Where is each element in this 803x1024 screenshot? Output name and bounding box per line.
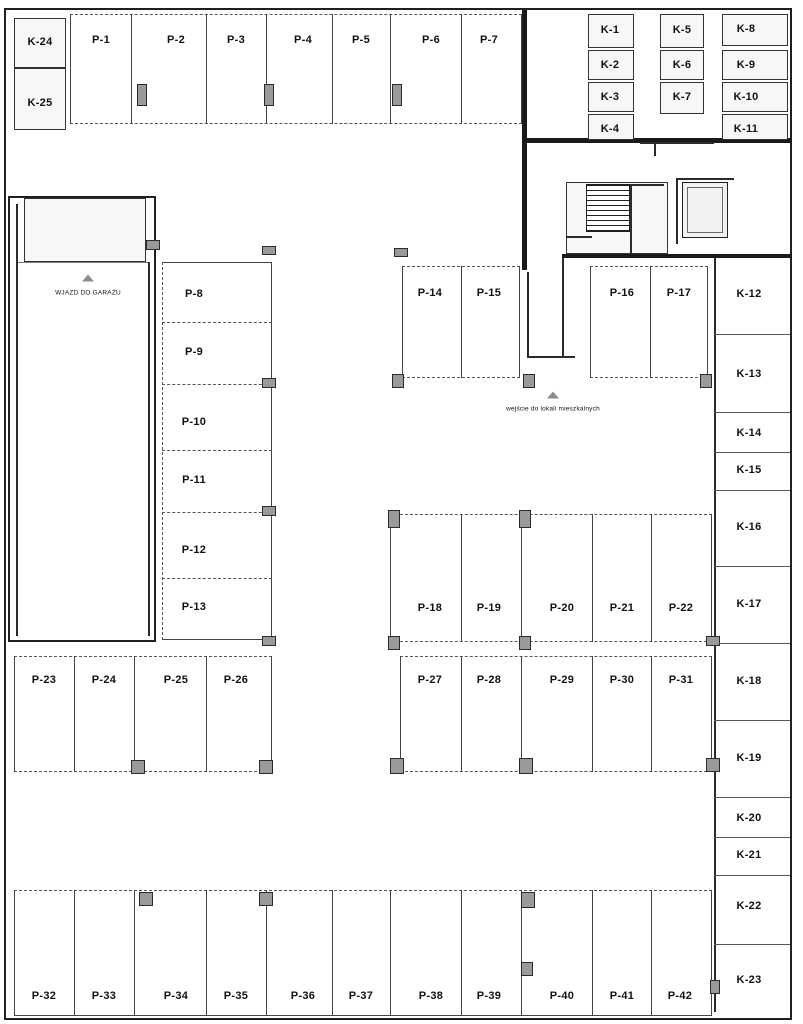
storage-divider [714, 412, 790, 413]
room-label-K-2: K-2 [600, 59, 620, 71]
storage-divider [714, 490, 790, 491]
storage-divider [714, 837, 790, 838]
entrance-label: wejście do lokali mieszkalnych [506, 405, 600, 413]
stall-divider [206, 656, 207, 772]
storage-divider [714, 566, 790, 567]
stall-label-P-39: P-39 [476, 990, 502, 1002]
pillar [392, 84, 402, 106]
corridor-line [529, 356, 575, 358]
stall-label-P-26: P-26 [223, 674, 249, 686]
pillar [394, 248, 408, 257]
stall-divider [266, 890, 267, 1016]
stall-divider [134, 656, 135, 772]
core-wall [630, 184, 632, 254]
room-label-K-21: K-21 [736, 849, 762, 861]
pillar [137, 84, 147, 106]
entrance-direction-arrow [547, 392, 559, 399]
stall-divider [650, 266, 651, 378]
stall-label-P-22: P-22 [668, 602, 694, 614]
stall-label-P-17: P-17 [666, 287, 692, 299]
stall-divider [162, 578, 272, 579]
stall-label-P-11: P-11 [182, 474, 206, 486]
storage-column-wall [714, 258, 716, 1012]
corridor-line [640, 142, 714, 144]
stall-label-P-32: P-32 [31, 990, 57, 1002]
stall-label-P-40: P-40 [549, 990, 575, 1002]
stall-label-P-15: P-15 [476, 287, 502, 299]
stall-label-P-5: P-5 [351, 34, 371, 46]
stall-divider [162, 322, 272, 323]
pillar [392, 374, 404, 388]
ramp-wall [16, 204, 18, 636]
stall-label-P-7: P-7 [479, 34, 499, 46]
room-label-K-12: K-12 [736, 288, 762, 300]
pillar [519, 636, 531, 650]
room-label-K-10: K-10 [733, 91, 759, 103]
room-label-K-13: K-13 [736, 368, 762, 380]
core-wall [676, 178, 678, 244]
stall-block-mid-lower [390, 514, 712, 642]
stall-block-P16-P17 [590, 266, 708, 378]
room-label-K-23: K-23 [736, 974, 762, 986]
pillar [521, 892, 535, 908]
room-label-K-1: K-1 [600, 24, 620, 36]
stall-divider [592, 890, 593, 1016]
stall-divider [651, 890, 652, 1016]
staircase [586, 184, 630, 232]
storage-divider [714, 944, 790, 945]
pillar [388, 510, 400, 528]
room-label-K-3: K-3 [600, 91, 620, 103]
pillar [388, 636, 400, 650]
stall-label-P-2: P-2 [166, 34, 186, 46]
room-label-K-17: K-17 [736, 598, 762, 610]
stall-label-P-14: P-14 [417, 287, 443, 299]
corridor-line [562, 258, 564, 358]
pillar [523, 374, 535, 388]
stall-divider [390, 890, 391, 1016]
stall-divider [74, 656, 75, 772]
room-label-K-25: K-25 [27, 97, 53, 109]
pillar [706, 758, 720, 772]
pillar [262, 636, 276, 646]
room-label-K-11: K-11 [733, 123, 759, 135]
stall-label-P-33: P-33 [91, 990, 117, 1002]
stall-divider [651, 514, 652, 642]
elevator [682, 182, 728, 238]
storage-divider [714, 643, 790, 644]
stall-divider [162, 512, 272, 513]
stall-divider [461, 656, 462, 772]
stall-divider [461, 266, 462, 378]
storage-divider [714, 452, 790, 453]
pillar [262, 246, 276, 255]
pillar [262, 378, 276, 388]
stall-divider [332, 890, 333, 1016]
stall-label-P-13: P-13 [181, 601, 207, 613]
stall-label-P-18: P-18 [417, 602, 443, 614]
stall-label-P-16: P-16 [609, 287, 635, 299]
stall-block-top [70, 14, 522, 124]
room-label-K-20: K-20 [736, 812, 762, 824]
stall-label-P-19: P-19 [476, 602, 502, 614]
room-label-K-24: K-24 [27, 36, 53, 48]
ramp-direction-arrow [82, 275, 94, 282]
stall-divider [592, 514, 593, 642]
room-label-K-5: K-5 [672, 24, 692, 36]
room-label-K-8: K-8 [736, 23, 756, 35]
pillar [710, 980, 720, 994]
stall-label-P-1: P-1 [91, 34, 111, 46]
stall-divider [206, 14, 207, 124]
room-label-K-4: K-4 [600, 123, 620, 135]
ramp-wall [148, 262, 150, 636]
stall-label-P-29: P-29 [549, 674, 575, 686]
stall-label-P-20: P-20 [549, 602, 575, 614]
room-label-K-22: K-22 [736, 900, 762, 912]
stall-divider [162, 450, 272, 451]
corridor-line [527, 272, 529, 358]
stall-label-P-30: P-30 [609, 674, 635, 686]
stall-divider [521, 890, 522, 1016]
stall-label-P-24: P-24 [91, 674, 117, 686]
pillar [259, 892, 273, 906]
pillar [264, 84, 274, 106]
stall-label-P-37: P-37 [348, 990, 374, 1002]
pillar [259, 760, 273, 774]
pillar [139, 892, 153, 906]
core-wall [566, 236, 592, 238]
storage-divider [714, 875, 790, 876]
stall-label-P-6: P-6 [421, 34, 441, 46]
stall-label-P-34: P-34 [163, 990, 189, 1002]
stall-label-P-8: P-8 [184, 288, 204, 300]
room-label-K-15: K-15 [736, 464, 762, 476]
storage-divider [714, 797, 790, 798]
stall-divider [74, 890, 75, 1016]
room-label-K-7: K-7 [672, 91, 692, 103]
storage-divider [714, 720, 790, 721]
pillar [519, 758, 533, 774]
pillar [131, 760, 145, 774]
stall-label-P-10: P-10 [181, 416, 207, 428]
stall-block-left-column [162, 262, 272, 640]
room-label-K-16: K-16 [736, 521, 762, 533]
stall-divider [461, 890, 462, 1016]
stall-label-P-41: P-41 [609, 990, 635, 1002]
pillar [706, 636, 720, 646]
stall-divider [461, 14, 462, 124]
stall-label-P-21: P-21 [609, 602, 635, 614]
stall-label-P-27: P-27 [417, 674, 443, 686]
stall-divider [162, 384, 272, 385]
stall-divider [521, 656, 522, 772]
stall-divider [461, 514, 462, 642]
stall-label-P-25: P-25 [163, 674, 189, 686]
pillar [262, 506, 276, 516]
stall-divider [134, 890, 135, 1016]
pillar [700, 374, 712, 388]
stall-label-P-42: P-42 [667, 990, 693, 1002]
stall-label-P-4: P-4 [293, 34, 313, 46]
stall-label-P-35: P-35 [223, 990, 249, 1002]
room-label-K-19: K-19 [736, 752, 762, 764]
pillar [390, 758, 404, 774]
stall-label-P-3: P-3 [226, 34, 246, 46]
ramp-top-room [24, 198, 146, 262]
pillar [521, 962, 533, 976]
ramp-label: WJAZD DO GARAŻU [55, 289, 121, 297]
stall-divider [332, 14, 333, 124]
pillar [146, 240, 160, 250]
room-label-K-18: K-18 [736, 675, 762, 687]
stall-divider [206, 890, 207, 1016]
stall-label-P-31: P-31 [668, 674, 694, 686]
stall-divider [592, 656, 593, 772]
stall-divider [651, 656, 652, 772]
stall-divider [131, 14, 132, 124]
stall-label-P-9: P-9 [184, 346, 204, 358]
stall-label-P-28: P-28 [476, 674, 502, 686]
stall-divider [390, 14, 391, 124]
room-label-K-6: K-6 [672, 59, 692, 71]
interior-wall [562, 254, 792, 258]
ramp-edge [18, 262, 148, 263]
storage-divider [714, 334, 790, 335]
stall-label-P-12: P-12 [181, 544, 207, 556]
stall-label-P-38: P-38 [418, 990, 444, 1002]
stall-divider [266, 14, 267, 124]
stall-label-P-23: P-23 [31, 674, 57, 686]
pillar [519, 510, 531, 528]
room-label-K-9: K-9 [736, 59, 756, 71]
core-wall [630, 184, 664, 186]
room-label-K-14: K-14 [736, 427, 762, 439]
stall-divider [521, 514, 522, 642]
stall-label-P-36: P-36 [290, 990, 316, 1002]
corridor-line [654, 144, 656, 156]
core-wall [676, 178, 734, 180]
